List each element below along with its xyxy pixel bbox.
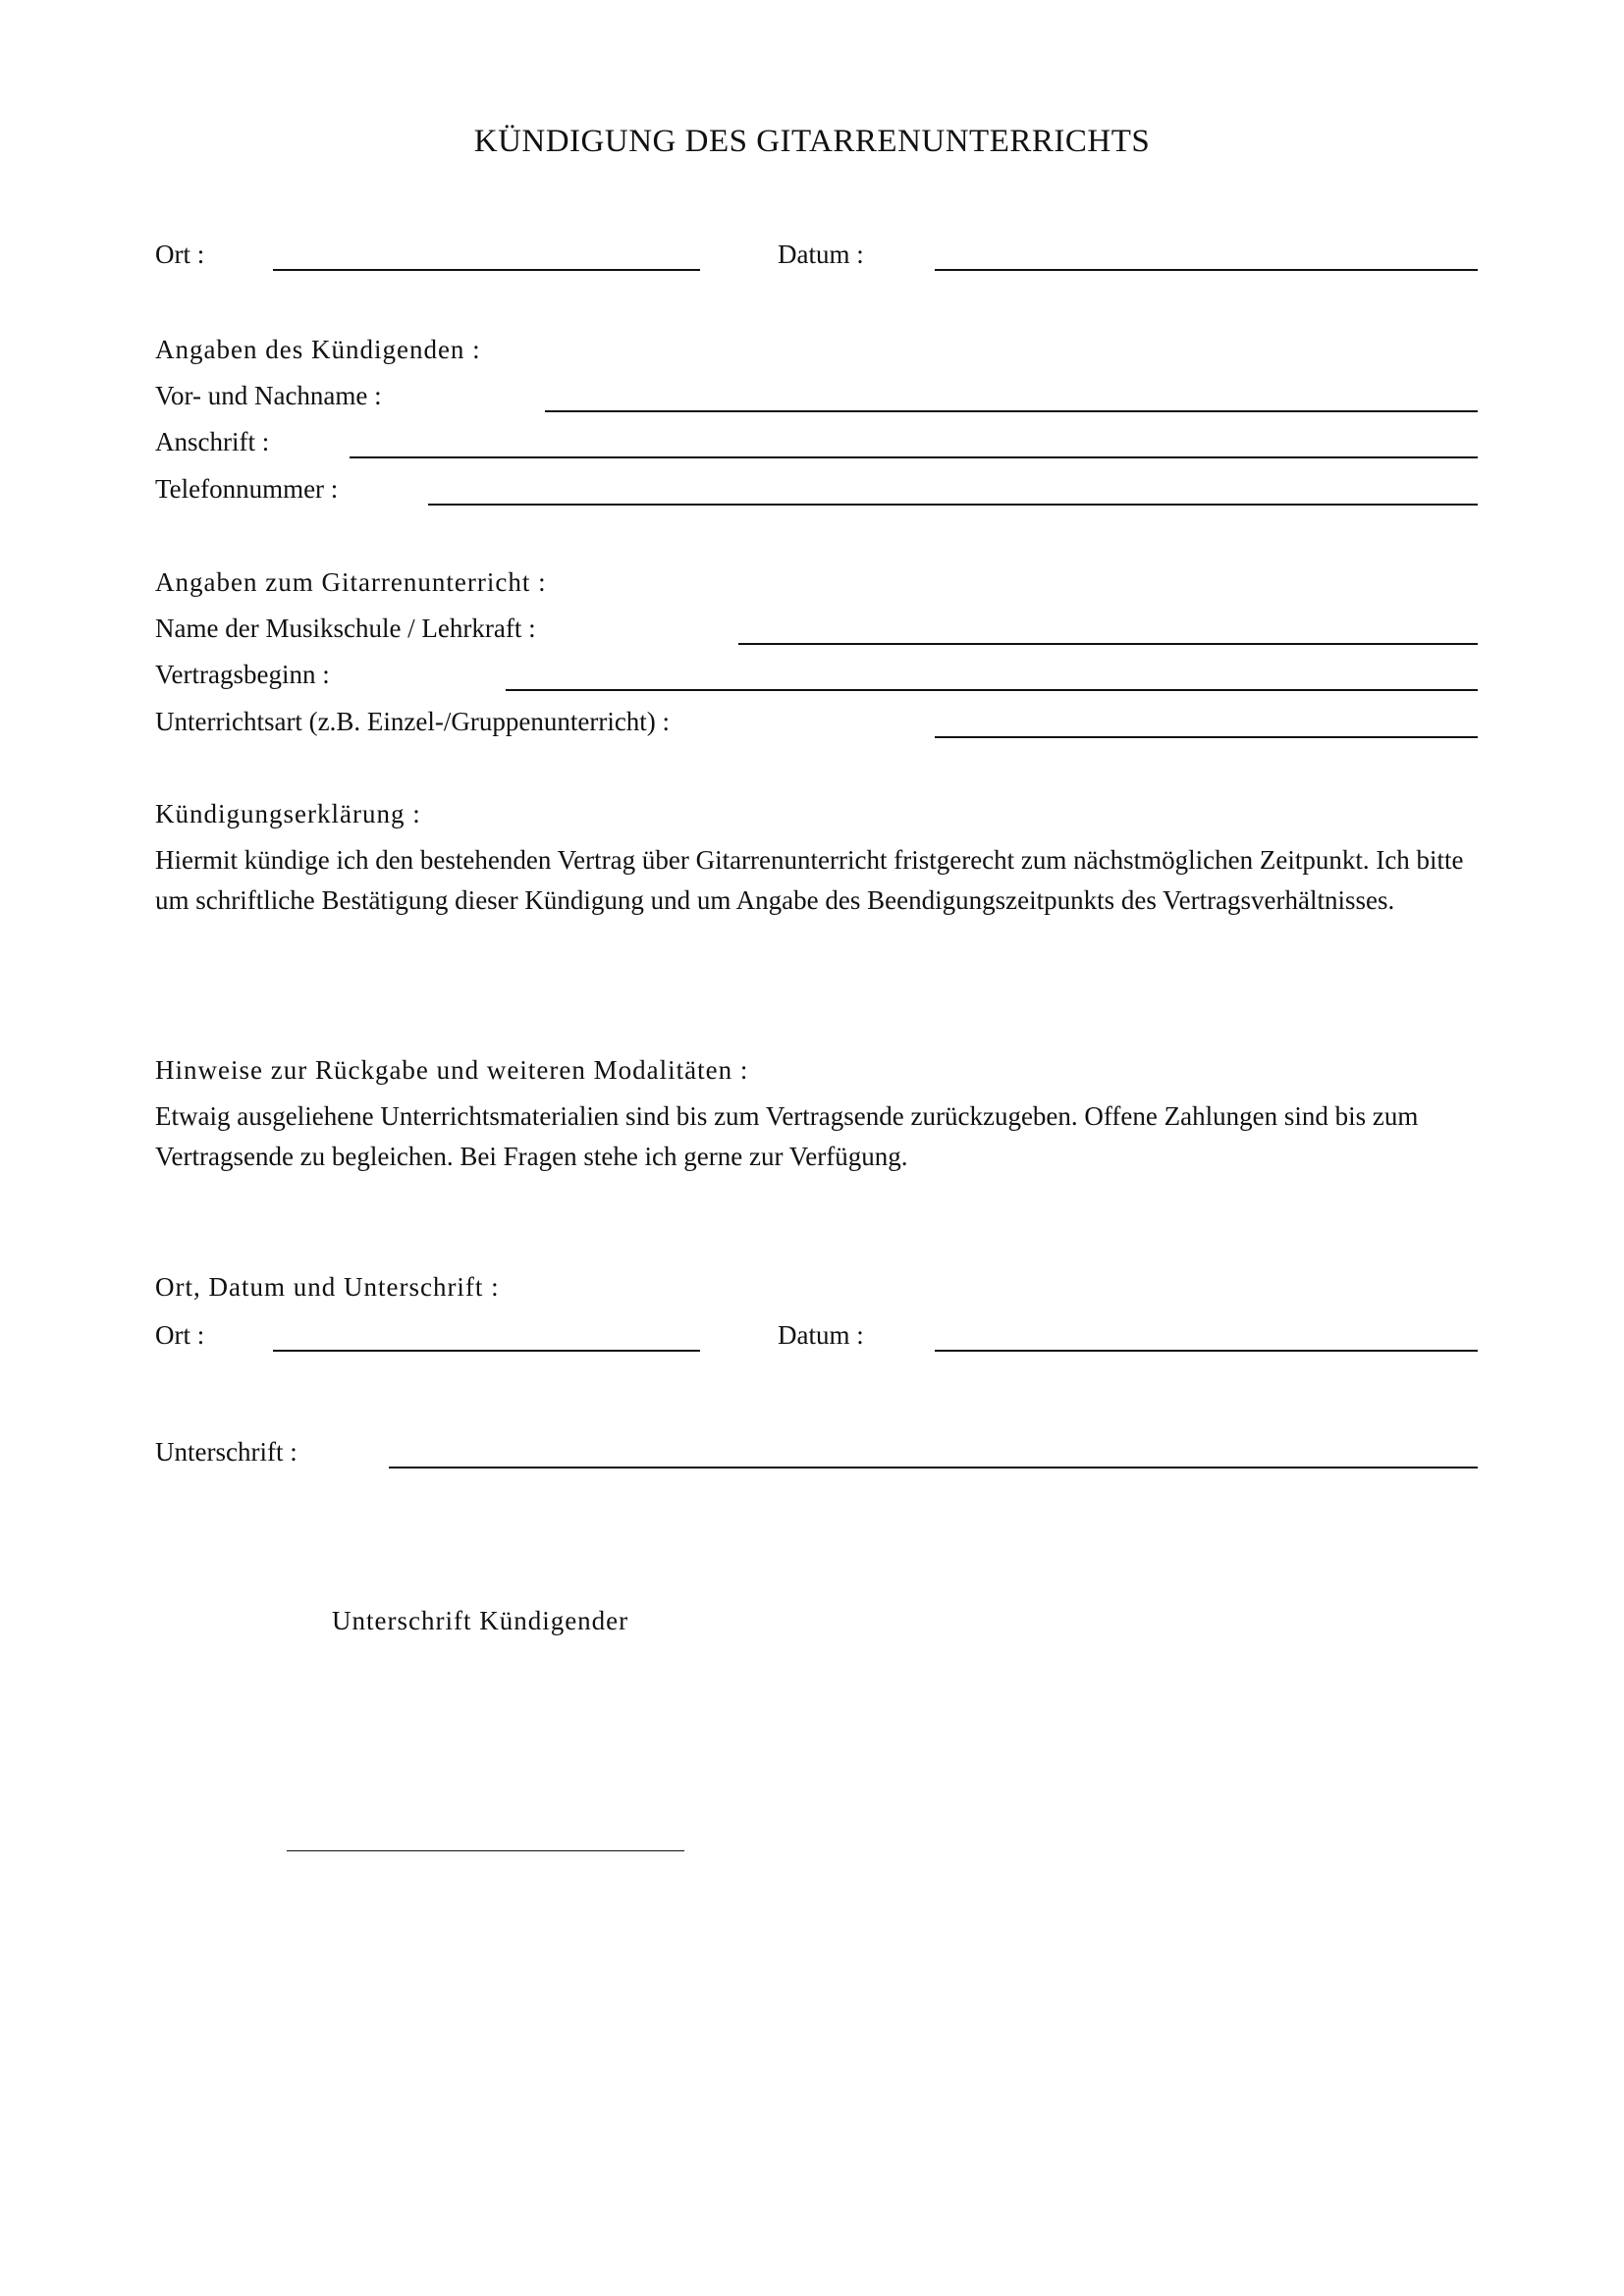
datum-label: Datum : [778,240,864,269]
hinweise-heading: Hinweise zur Rückgabe und weiteren Modalitäten : [155,1055,749,1085]
art-field-line[interactable] [935,736,1478,738]
signature-caption: Unterschrift Kündigender [332,1606,629,1635]
ort-label: Ort : [155,240,205,269]
erklaerung-heading: Kündigungserklärung : [155,799,421,828]
signatur-ort-field-line[interactable] [273,1350,700,1352]
telefon-field-line[interactable] [428,504,1478,506]
ort-field-line[interactable] [273,269,700,271]
unterricht-heading: Angaben zum Gitarrenunterricht : [155,567,547,597]
schule-label: Name der Musikschule / Lehrkraft : [155,614,536,643]
signatur-ort-label: Ort : [155,1320,205,1350]
unterschrift-field-line[interactable] [389,1467,1478,1468]
document-title: KÜNDIGUNG DES GITARRENUNTERRICHTS [473,124,1151,159]
erklaerung-text: Hiermit kündige ich den bestehenden Vertrag über Gitarrenunterricht fristgerecht zum nächstmöglichen Zeitpunkt. Ich bitte um schriftliche Bestätigung dieser Kündigung und um Angabe des Beendigungszeitpunkts des Vertragsverhältnisses. [155,845,1464,915]
beginn-label: Vertragsbeginn : [155,660,330,689]
anschrift-field-line[interactable] [350,456,1478,458]
name-field-line[interactable] [545,410,1478,412]
signatur-heading: Ort, Datum und Unterschrift : [155,1272,500,1302]
signature-line[interactable] [287,1850,684,1851]
datum-field-line[interactable] [935,269,1478,271]
art-label: Unterrichtsart (z.B. Einzel-/Gruppenunterricht) : [155,707,671,736]
telefon-label: Telefonnummer : [155,474,339,504]
signatur-datum-label: Datum : [778,1320,864,1350]
signatur-datum-field-line[interactable] [935,1350,1478,1352]
schule-field-line[interactable] [738,643,1478,645]
name-label: Vor- und Nachname : [155,381,382,410]
unterschrift-label: Unterschrift : [155,1437,298,1467]
hinweise-text: Etwaig ausgeliehene Unterrichtsmaterialien sind bis zum Vertragsende zurückzugeben. Offene Zahlungen sind bis zum Vertragsende zu begleichen. Bei Fragen stehe ich gerne zur Verfügung. [155,1101,1419,1171]
beginn-field-line[interactable] [506,689,1478,691]
anschrift-label: Anschrift : [155,427,270,456]
kuendigender-heading: Angaben des Kündigenden : [155,335,481,364]
